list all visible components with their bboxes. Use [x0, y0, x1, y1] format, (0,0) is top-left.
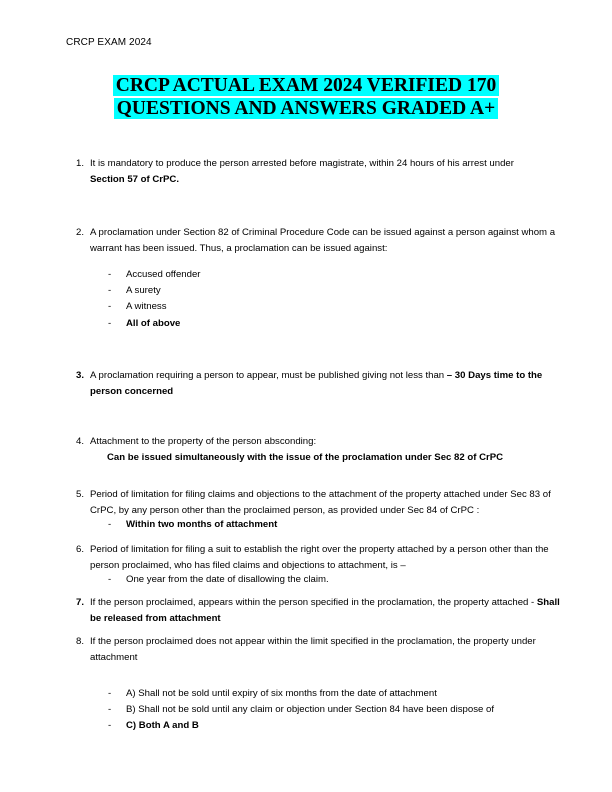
- question-text: Attachment to the property of the person absconding:: [90, 436, 317, 447]
- question-2: [70, 225, 560, 332]
- option-item: - A witness: [108, 301, 167, 313]
- answer-list: [70, 572, 560, 588]
- answer-text: – 30 Days time to the person concerned: [90, 370, 543, 397]
- question-3: [70, 368, 560, 400]
- question-8: [70, 634, 560, 735]
- question-number: 8.: [75, 636, 84, 647]
- question-number: 1.: [75, 158, 84, 169]
- option-list: [70, 267, 560, 332]
- question-text: If the person proclaimed, appears within the person specified in the proclamation, the property attached -: [90, 597, 535, 608]
- question-text: If the person proclaimed does not appear within the limit specified in the proclamation, the property under attachment: [90, 636, 536, 663]
- answer-text: Section 57 of CrPC.: [90, 174, 180, 185]
- question-text: A proclamation requiring a person to appear, must be published giving not less than: [90, 370, 445, 381]
- answer-item: - One year from the date of disallowing the claim.: [108, 574, 329, 585]
- question-number: 2.: [75, 227, 84, 238]
- question-text: Period of limitation for filing claims and objections to the attachment of the property attached under Sec 83 of CrPC, by any person other than the proclaimed person, as provided under Sec 84 of CrPC :: [90, 489, 551, 516]
- question-1: [70, 156, 560, 188]
- question-text: Period of limitation for filing a suit to establish the right over the property attached by a person other than the person proclaimed, who has filed claims and objections to attachment, is –: [90, 544, 549, 571]
- page-header: CRCP EXAM 2024: [66, 37, 152, 48]
- question-number: 4.: [75, 436, 84, 447]
- question-number: 3.: [75, 370, 84, 381]
- answer-list: [70, 517, 560, 533]
- answer-item: - Within two months of attachment: [108, 519, 278, 530]
- answer-text: Can be issued simultaneously with the issue of the proclamation under Sec 82 of CrPC: [107, 452, 504, 463]
- option-item-answer: - All of above: [108, 317, 181, 329]
- question-5: [70, 487, 560, 533]
- question-number: 6.: [75, 544, 84, 555]
- answer-text: Shall be released from attachment: [90, 597, 560, 624]
- question-6: [70, 542, 560, 588]
- option-item: - B) Shall not be sold until any claim or objection under Section 84 have been dispose of: [108, 704, 494, 716]
- question-4: [70, 434, 560, 466]
- question-number: 5.: [75, 489, 84, 500]
- option-list: [70, 686, 560, 735]
- question-text: It is mandatory to produce the person arrested before magistrate, within 24 hours of his arrest under: [90, 158, 514, 169]
- option-item: - Accused offender: [108, 269, 201, 280]
- title-line-2: QUESTIONS AND ANSWERS GRADED A+: [116, 98, 496, 119]
- title-line-1: CRCP ACTUAL EXAM 2024 VERIFIED 170: [115, 75, 497, 96]
- option-item: - A surety: [108, 285, 161, 297]
- question-7: [70, 595, 560, 627]
- option-item-answer: - C) Both A and B: [108, 720, 199, 732]
- question-text: A proclamation under Section 82 of Criminal Procedure Code can be issued against a person against whom a warrant has been issued. Thus, a proclamation can be issued against:: [90, 227, 556, 254]
- option-item: - A) Shall not be sold until expiry of six months from the date of attachment: [108, 688, 437, 699]
- document-title: [0, 74, 612, 120]
- question-number: 7.: [75, 597, 84, 608]
